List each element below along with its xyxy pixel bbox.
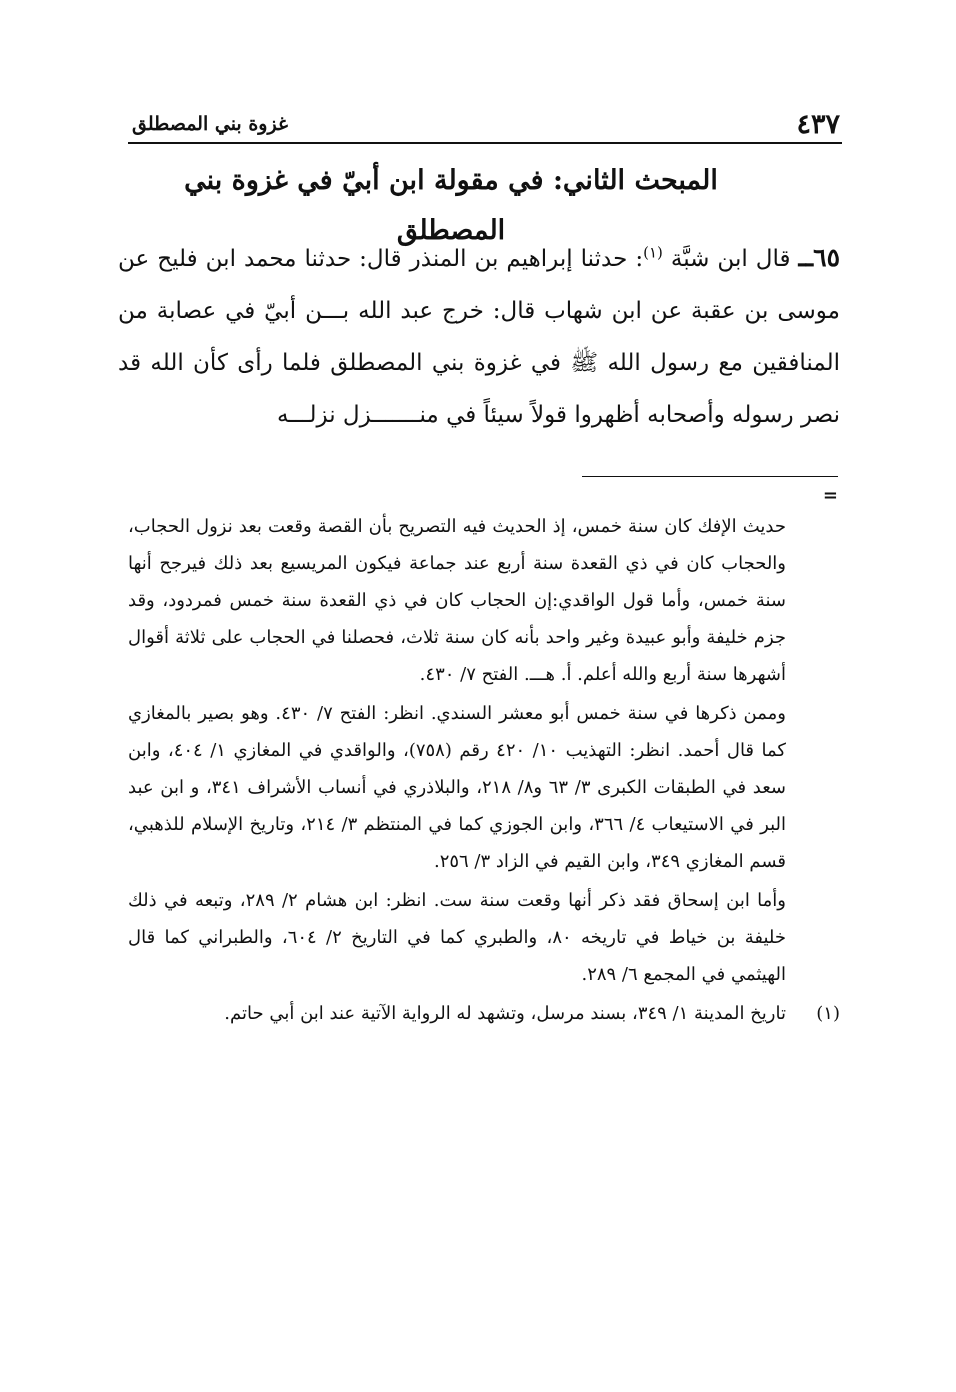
running-header [128,108,842,144]
main-text [118,232,840,441]
footnotes [128,508,840,1034]
footnote-1 [128,995,840,1032]
main-text-body: : حدثنا إبراهيم بن المنذر قال: حدثنا محمد ابن فليح عن موسى بن عقبة عن ابن شهاب قال: خرج عبد الله بـــن أبيّ في عصابة من المنافقين مع رسول الله ﷺ في غزوة بني المصطلق فلما رأى كأن الله قد نصر رسوله وأصحابه أظهروا قولاً سيئاً في منـــــــزل نزلـــه [118,246,840,428]
main-text-intro: قال ابن شبَّة [662,246,799,272]
running-title: غزوة بني المصطلق [132,113,288,135]
footnote-reference[interactable]: (١) [643,243,663,262]
footnote-paragraph: وممن ذكرها في سنة خمس أبو معشر السندي. انظر: الفتح ٧/ ٤٣٠. وهو بصير بالمغازي كما قال أحمد. انظر: التهذيب ١٠/ ٤٢٠ رقم (٧٥٨)، والواقدي في المغازي ١/ ٤٠٤، وابن سعد في الطبقات الكبرى ٣/ ٦٣ و٨/ ٢١٨، والبلاذري في أنساب الأشراف ٣٤١، و ابن عبد البر في الاستيعاب ٤/ ٣٦٦، وابن الجوزي كما في المنتظم ٣/ ٢١٤، وتاريخ الإسلام للذهبي، قسم المغازي ٣٤٩، وابن القيم في الزاد ٣/ ٢٥٦. [128,703,787,872]
footnote-separator [582,476,838,477]
hadith-number: ٦٥ــ [798,243,840,272]
continuation-mark: = [822,485,838,506]
page-number: ٤٣٧ [796,109,840,140]
footnote-paragraph: وأما ابن إسحاق فقد ذكر أنها وقعت سنة ست. انظر: ابن هشام ٢/ ٢٨٩، وتبعه في ذلك خليفة بن خياط في تاريخه ٨٠، والطبري كما في التاريخ ٢/ ٦٠٤، والطبراني كما قال الهيثمي في المجمع ٦/ ٢٨٩. [128,890,787,985]
footnote-1-number: (١) [816,1003,840,1024]
footnote-paragraph: حديث الإفك كان سنة خمس، إذ الحديث فيه التصريح بأن القصة وقعت بعد نزول الحجاب، والحجاب كان في ذي القعدة سنة أربع عند جماعة فيكون المريسيع بعد ذلك فيرجح أنها سنة خمس، وأما قول الواقدي:إن الحجاب كان في ذي القعدة سنة خمس فمردود، وقد جزم خليفة وأبو عبيدة وغير واحد بأنه كان سنة ثلاث، فحصلنا في الحجاب على ثلاثة أقوال أشهرها سنة أربع والله أعلم. أ. هـــ. الفتح ٧/ ٤٣٠. [128,516,786,685]
section-title: المبحث الثاني: في مقولة ابن أبيّ في غزوة بني المصطلق [184,165,718,246]
footnote-1-text: تاريخ المدينة ١/ ٣٤٩، بسند مرسل، وتشهد له الرواية الآتية عند ابن أبي حاتم. [224,1003,786,1024]
